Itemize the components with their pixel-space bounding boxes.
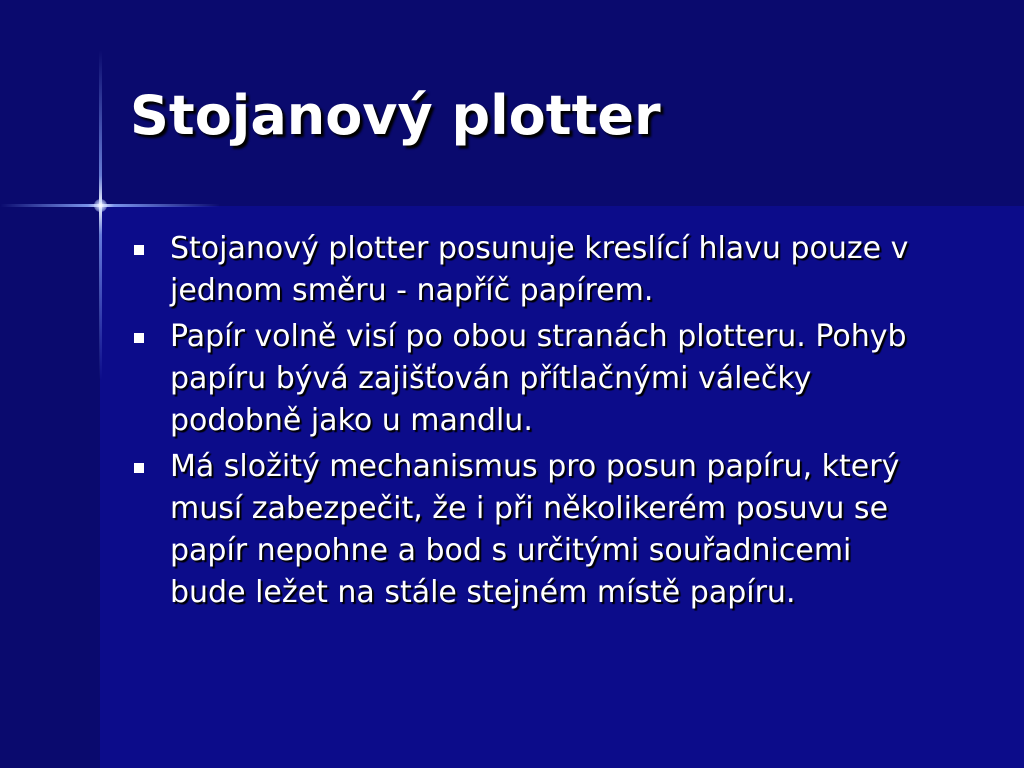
square-bullet-icon xyxy=(134,463,144,473)
sparkle-vertical-ray xyxy=(99,50,102,380)
slide-title: Stojanový plotter xyxy=(130,84,661,147)
bullet-item xyxy=(130,446,930,614)
bullet-text: Má složitý mechanismus pro posun papíru, který musí zabezpečit, že i při několikerém posuvu se papír nepohne a bod s určitými souřadnicemi bude ležet na stále stejném místě papíru. xyxy=(170,449,900,610)
left-background-band xyxy=(0,0,100,768)
sparkle-star-icon xyxy=(94,199,107,212)
bullet-text: Stojanový plotter posunuje kreslící hlavu pouze v jednom směru - napříč papírem. xyxy=(170,231,909,308)
sparkle-horizontal-ray xyxy=(0,204,220,207)
square-bullet-icon xyxy=(134,333,144,343)
square-bullet-icon xyxy=(134,245,144,255)
bullet-text: Papír volně visí po obou stranách plotteru. Pohyb papíru bývá zajišťován přítlačnými válečky podobně jako u mandlu. xyxy=(170,319,907,438)
bullet-item xyxy=(130,228,930,312)
bullet-list xyxy=(130,228,930,618)
bullet-item xyxy=(130,316,930,442)
